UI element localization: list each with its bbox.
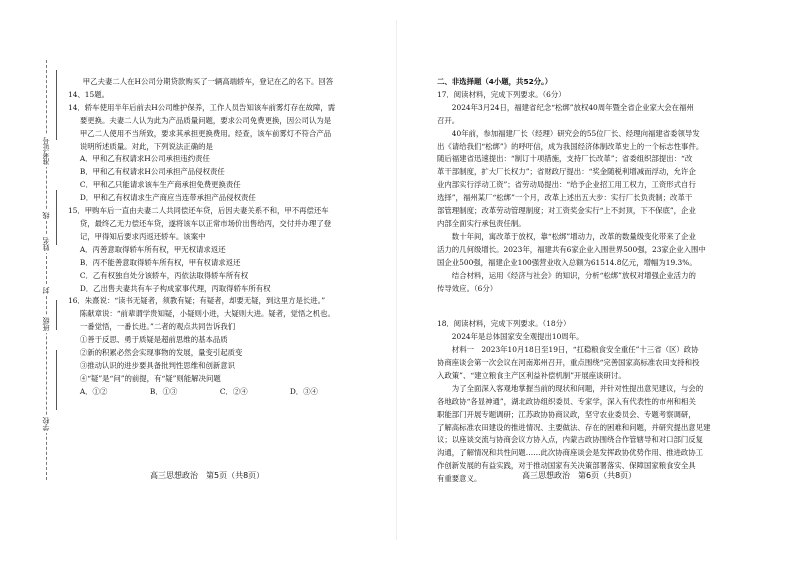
q14-stem: 说明所述质量。对此，下列说法正确的是: [79, 141, 213, 151]
q17-material: 国企业500强，福建企业100强营业收入总额为61514.8亿元，增幅为19.3%。: [437, 257, 697, 267]
class-label: 班级: [42, 317, 50, 331]
q18-material-1: 协商座谈会第一次会议在河南郑州召开，重点围绕“完善国家高标准农田支持和投: [437, 358, 700, 368]
name-label: 姓名: [42, 237, 50, 251]
q16-stem: 16．朱熹说：“读书无疑者，须教有疑；有疑者，却要无疑，到这里方是长进。”: [68, 296, 326, 306]
q17-task: 结合材料，运用《经济与社会》的知识，分析“松绑”放权对增强企业活力的: [451, 270, 696, 280]
q15-option-c: C．乙有权独自处分该轿车，丙依法取得轿车所有权: [79, 270, 249, 280]
q18-material-1: 职能部门开展专题调研；江苏政协协商议政，坚守农业委员会、专题考察调研，: [437, 409, 696, 419]
left-column: [68, 76, 390, 399]
q18-material-1: 为了全面深入客观地掌握当前的现状和问题，并针对性提出意见建议，与会的: [451, 383, 704, 393]
school-fill-line: [56, 350, 57, 410]
exam-id-fill-line: [56, 70, 57, 140]
q16-stem: 一番觉悟，一番长进。”二者的观点共同告诉我们: [79, 322, 236, 332]
line-mark: 线: [42, 212, 50, 219]
q17-material: 部管理制度；改革劳动管理制度；对工资奖金实行“上不封顶，下不保底”，企业: [437, 206, 696, 216]
q15-option-b: B．丙不能善意取得轿车所有权，甲有权请求返还: [79, 257, 241, 267]
right-column: [437, 76, 755, 486]
q17-material: 2024年3月24日，福建省纪念“松绑”放权40周年暨全省企业家大会在福州: [451, 102, 694, 112]
q16-option-d: D．③④: [289, 386, 318, 396]
q14-stem: 14．轿车使用半年后前去H公司维护保养，工作人员告知该车前雾灯存在故障，需: [68, 102, 336, 112]
q15-option-d: D．乙出售夫妻共有车子构成家事代理，丙取得轿车所有权: [79, 283, 271, 293]
q15-stem: 15．甲购车后一直由夫妻二人共同偿还车贷，后因夫妻关系不和，甲不再偿还车: [68, 206, 329, 216]
q18-material-1: 材料一 2023年10月18日至19日，“扛稳粮食安全重任”十三省（区）政协: [451, 345, 699, 355]
q16-stem: 陈献章说：“前辈谓学贵知疑，小疑则小进，大疑则大进。疑者，觉悟之机也。: [79, 309, 335, 319]
q16-statement-3: ③推动认识的进步要具备批判性思维和创新意识: [79, 360, 236, 370]
q14-option-a: A．甲和乙有权请求H公司承担违约责任: [79, 154, 210, 164]
q14-option-b: B．甲和乙有权请求H公司承担产品侵权责任: [79, 167, 225, 177]
q17-material: 数十年间，寓改革于放权，靠“松绑”增动力，改革的数量级变化带来了企业: [451, 231, 696, 241]
q17-stem: 17．阅读材料，完成下列要求。（6分）: [437, 89, 566, 99]
q15-stem: 记，甲得知后要求丙返还轿车。该案中: [79, 231, 206, 241]
exam-id-label: 准考证号: [42, 137, 50, 165]
q15-option-a: A．丙善意取得轿车所有权，甲无权请求返还: [79, 244, 226, 254]
q16-statement-4: ④“疑”是“问”的前提，有“疑”则能解决问题: [79, 373, 221, 383]
question-intro-cont: 14、15题。: [68, 89, 109, 99]
q17-material: 召开。: [437, 115, 460, 125]
q18-intro: 2024年是总体国家安全观提出10周年。: [451, 332, 584, 342]
q18-stem: 18．阅读材料，完成下列要求。（18分）: [437, 319, 571, 329]
q14-stem: 要更换。夫妻二人认为此为产品质量问题，要求公司免费更换，因公司认为是: [79, 115, 332, 125]
q18-material-1: 各地政协“各显神通”，湖北政协组织委员、专家学，深入有代表性的市州和相关: [437, 396, 696, 406]
q14-option-c: C．甲和乙只能请求该车生产商承担免费更换责任: [79, 180, 241, 190]
q17-material: 活力的几何级增长。2023年，福建共有6家企业入围世界500强，23家企业入围中: [437, 244, 706, 254]
q17-material: 出《请给我们“松绑”》的呼吁信，成为我国经济体制改革史上的一个标志性事件。: [437, 141, 704, 151]
q18-material-1: 有重要意义。: [437, 474, 482, 484]
spacer: [437, 295, 755, 308]
school-label: 学校: [42, 417, 50, 431]
q16-options: [68, 386, 390, 399]
q17-material: 业内部实行浮动工资”；省劳动局提出：“给予企业招工用工权力，工资形式自行: [437, 180, 696, 190]
q17-material: 内部全面实行承包责任制。: [437, 218, 526, 228]
q17-material: 革干部制度，扩大厂长权力”；省财政厅提出：“奖金随税利增减而浮动，允许企: [437, 167, 696, 177]
q16-statement-2: ②新的积累必然会实现事物的发展，量变引起质变: [79, 348, 243, 358]
left-page-footer: 高三思想政治 第5页（共8页）: [150, 471, 265, 480]
q16-statement-1: ①善于反思、勇于质疑是超前思维的基本品质: [79, 335, 228, 345]
q17-material: 选择”，福州某厂“松绑”一个月，改革上述出五大步：实行厂长负责制；改革干: [437, 193, 693, 203]
q18-material-1: 作创新发展的有益实践，对于推动国家有关决策部署落实、保障国家粮食安全具: [437, 461, 696, 471]
q14-stem: 甲乙二人使用不当所致，要求其承担更换费用。经查，该车前雾灯不符合产品: [79, 128, 332, 138]
q14-option-d: D．甲和乙有权请求生产商应当连带承担产品侵权责任: [79, 193, 256, 203]
name-fill-line: [56, 190, 57, 245]
question-intro: 甲乙夫妻二人在H公司分期贷款购买了一辆高端轿车，登记在乙的名下。回答: [82, 77, 334, 86]
q18-material-1: 入政策”、“建立粮食主产区利益补偿机制”开展座谈研讨。: [437, 370, 626, 380]
binding-margin: [0, 60, 58, 480]
seal-mark: 封: [42, 287, 50, 294]
q17-task: 传导效应。（6分）: [437, 283, 498, 293]
q16-option-b: B．①③: [149, 386, 178, 396]
right-page: [397, 0, 794, 561]
right-page-footer: 高三思想政治 第6页（共8页）: [522, 471, 637, 480]
q17-material: 40年前，参加福建厂长（经理）研究会的55位厂长、经理向福建省委领导发: [451, 128, 700, 138]
q18-material-1: 议；以座谈交流与协商会议方协入点，内蒙古政协围绕合作管辖导和对口部门反复: [437, 435, 704, 445]
q18-material-1: 沟通，了解情况和共性问题……此次协商座谈会是发挥政协优势作用、推进政协工: [437, 448, 704, 458]
q15-stem: 贷，最终乙无力偿还车贷，遂将该车以正常市场价出售给丙，交付并办理了登: [79, 218, 332, 228]
q16-option-a: A．①②: [79, 386, 108, 396]
q16-option-c: C．②④: [219, 386, 248, 396]
section-heading: 二、非选择题（4小题，共52分。）: [437, 77, 553, 86]
q17-material: 随后福建省迅速提出：“制订十项措施，支持厂长改革”；省委组织部提出：“改: [437, 154, 693, 164]
q18-material-1: 了解高标准农田建设的推进情况、主要做法、存在的困难和问题，并研究提出意见建: [437, 422, 711, 432]
class-fill-line: [56, 300, 57, 330]
